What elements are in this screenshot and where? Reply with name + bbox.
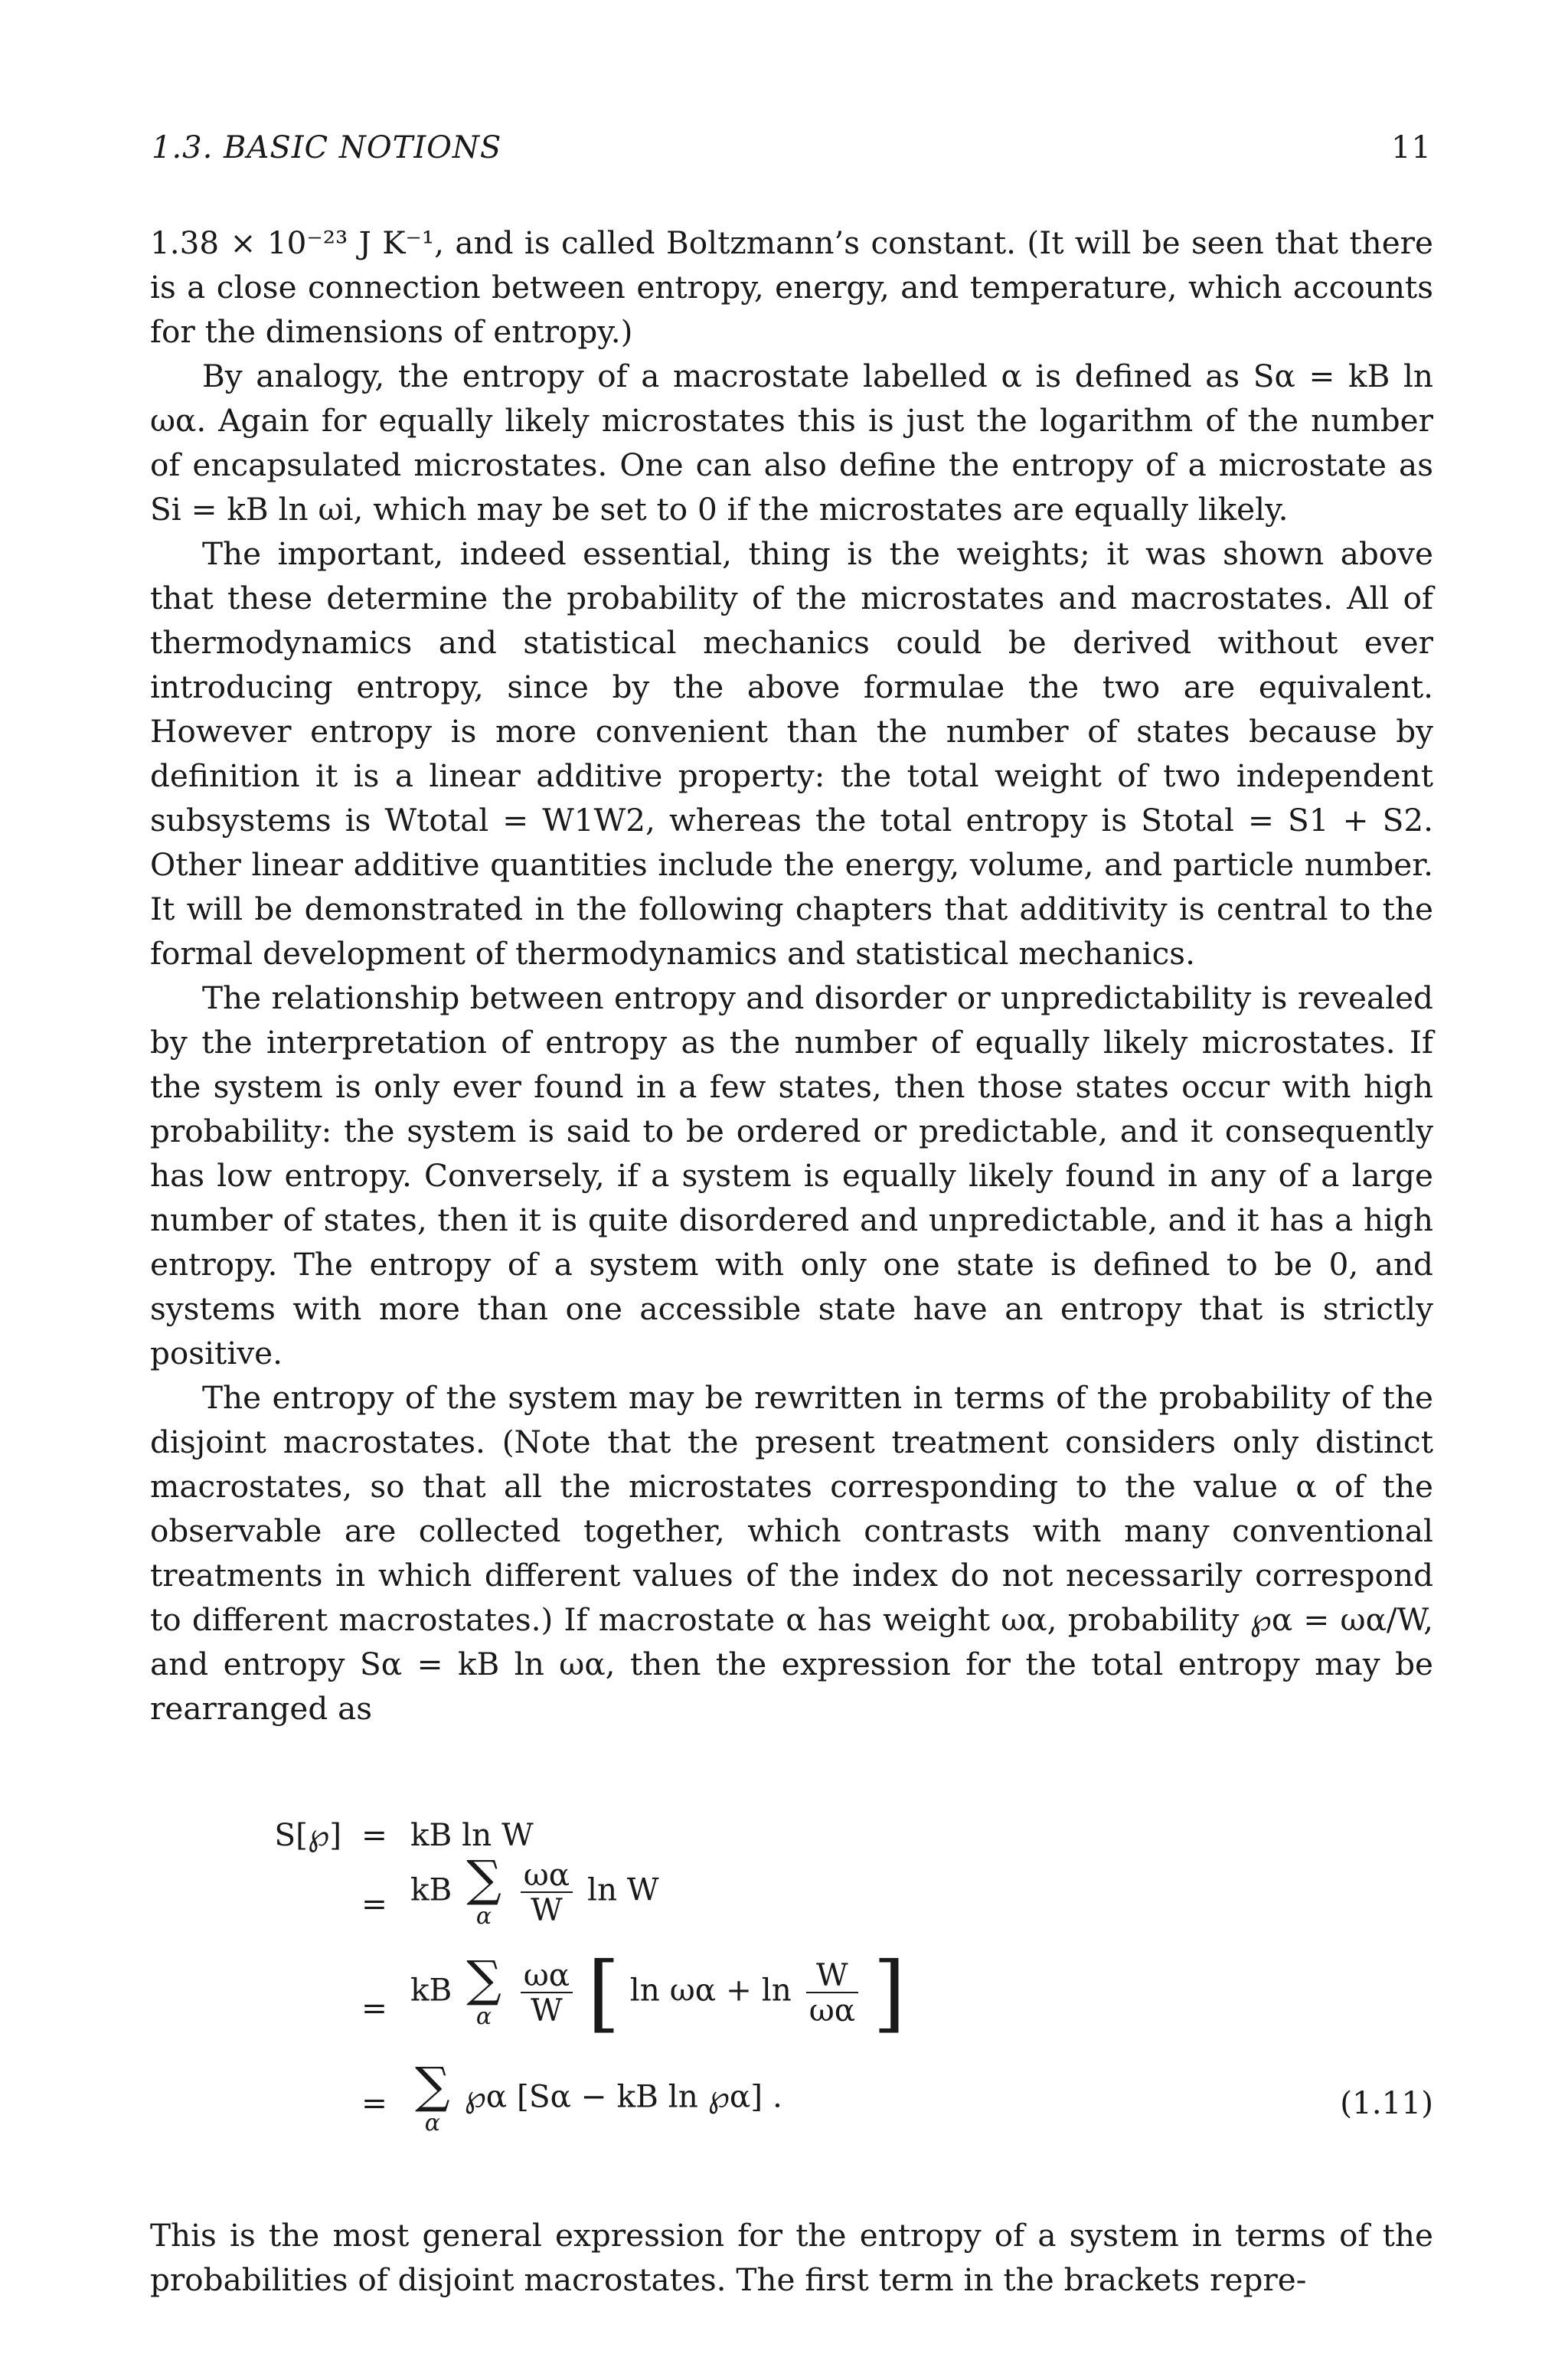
- paragraph-2: By analogy, the entropy of a macrostate labelled α is defined as Sα = kB ln ωα. Again for equally likely microstates this is just the logarithm of the number of encapsulated microstates. One can also define the entropy of a microstate as Si = kB ln ωi, which may be set to 0 if the microstates are equally likely.: [150, 358, 1433, 528]
- closing-text: [150, 2213, 1433, 2302]
- equation-term: [410, 1851, 659, 1930]
- paragraph-1: 1.38 × 10⁻²³ J K⁻¹, and is called Boltzmann’s constant. (It will be seen that there is a close connection between entropy, energy, and temperature, which accounts for the dimensions of entropy.): [150, 224, 1433, 350]
- section-title: 1.3. BASIC NOTIONS: [152, 130, 502, 165]
- equation-number: (1.11): [1340, 2084, 1433, 2121]
- boltzmann-constant: kB: [410, 1971, 452, 2009]
- sum-symbol: ∑: [415, 2058, 450, 2114]
- paragraph-5: The entropy of the system may be rewritten in terms of the probability of the disjoint macrostates. (Note that the present treatment considers only distinct macrostates, so that all the microstates corresponding to the value α of the observable are collected together, which contrasts with many conventional treatments in which different values of the index do not necessarily correspond to different macrostates.) If macrostate α has weight ωα, probability ℘α = ωα/W, and entropy Sα = kB ln ωα, then the expression for the total entropy may be rearranged as: [150, 1379, 1433, 1727]
- equals-sign: =: [361, 2084, 387, 2121]
- fraction: [521, 1858, 573, 1927]
- log-sum: ln ωα + ln: [629, 1971, 792, 2009]
- body-text: [150, 221, 1433, 1731]
- equation-lhs: S[℘]: [274, 1816, 341, 1853]
- paragraph-3: The important, indeed essential, thing is the weights; it was shown above that these determine the probability of the microstates and macrostates. All of thermodynamics and statistical mechanics could be derived without ever introducing entropy, since by the above formulae the two are equivalent. However entropy is more convenient than the number of states because by definition it is a linear additive property: the total weight of two independent subsystems is Wtotal = W1W2, whereas the total entropy is Stotal = S1 + S2. Other linear additive quantities include the energy, volume, and particle number. It will be demonstrated in the following chapters that additivity is central to the formal development of thermodynamics and statistical mechanics.: [150, 535, 1433, 972]
- fraction-denominator: W: [521, 1891, 573, 1927]
- equals-sign: =: [361, 1816, 387, 1853]
- equation-row-3: [150, 1944, 1433, 2054]
- fraction-numerator: W: [816, 1957, 848, 1993]
- equation-term: [410, 2058, 782, 2136]
- bracket-close: ]: [872, 1944, 906, 2042]
- boltzmann-constant: kB: [410, 1871, 452, 1908]
- fraction-denominator: ωα: [806, 1992, 858, 2027]
- fraction: [521, 1958, 573, 2027]
- sum-index: α: [475, 1903, 492, 1930]
- summation: [415, 2058, 450, 2136]
- log-term: ln W: [587, 1871, 659, 1908]
- fraction-numerator: ωα: [523, 1856, 570, 1893]
- summation: [466, 1951, 501, 2030]
- equation-term: [410, 1944, 906, 2042]
- equation-row-4: [150, 2058, 1433, 2153]
- running-head: [152, 130, 1432, 176]
- paragraph-4: The relationship between entropy and disorder or unpredictability is revealed by the interpretation of entropy as the number of equally likely microstates. If the system is only ever found in a few states, then those states occur with high probability: the system is said to be ordered or predictable, and it consequently has low entropy. Conversely, if a system is equally likely found in any of a large number of states, then it is quite disordered and unpredictable, and it has a high entropy. The entropy of a system with only one state is defined to be 0, and systems with more than one accessible state have an entropy that is strictly positive.: [150, 979, 1433, 1371]
- bracket-open: [: [587, 1944, 620, 2042]
- page-number: 11: [1391, 130, 1432, 165]
- sum-index: α: [424, 2110, 440, 2136]
- equation-row-2: [150, 1851, 1433, 1947]
- equation-term: kB ln W: [410, 1816, 534, 1853]
- equals-sign: =: [361, 1885, 387, 1922]
- equation-1-11: [150, 1801, 1433, 2169]
- fraction: [806, 1958, 858, 2027]
- paragraph-6: This is the most general expression for the entropy of a system in terms of the probabilities of disjoint macrostates. The first term in the brackets repre-: [150, 2217, 1433, 2298]
- summation: [466, 1851, 501, 1930]
- sum-index: α: [475, 2003, 492, 2030]
- equals-sign: =: [361, 1989, 387, 2026]
- fraction-numerator: ωα: [523, 1957, 570, 1993]
- sum-symbol: ∑: [466, 1951, 501, 2008]
- entropy-expression: ℘α [Sα − kB ln ℘α] .: [464, 2078, 782, 2115]
- sum-symbol: ∑: [466, 1851, 501, 1908]
- fraction-denominator: W: [521, 1992, 573, 2027]
